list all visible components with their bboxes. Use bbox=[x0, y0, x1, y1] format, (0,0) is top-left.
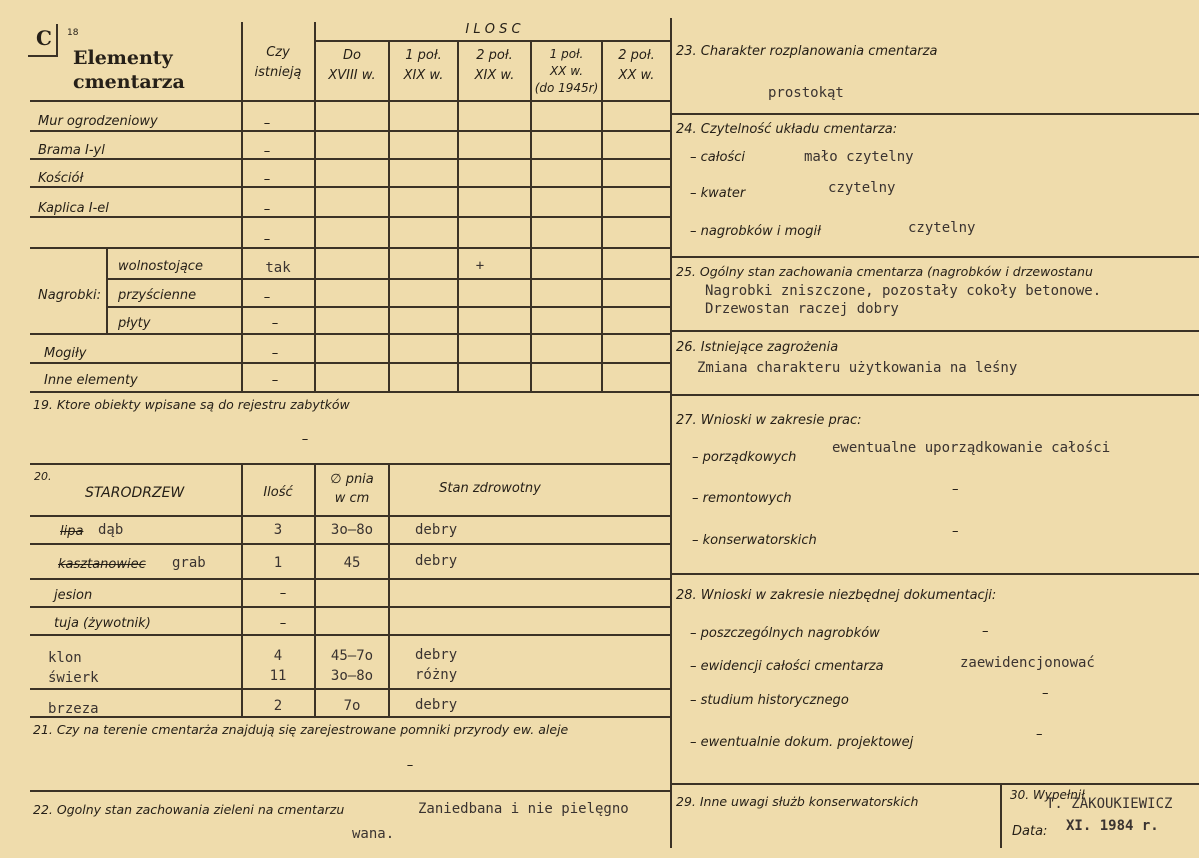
grid-line bbox=[30, 790, 670, 792]
grid-line bbox=[30, 130, 670, 132]
element-exist: – bbox=[263, 144, 271, 159]
grid-line bbox=[670, 113, 1199, 115]
question-23: 23. Charakter rozplanowania cmentarza bbox=[676, 44, 938, 59]
q28-answer: – bbox=[1042, 686, 1049, 701]
title-line1: Elementy bbox=[73, 47, 173, 69]
q28-label: – ewentualnie dokum. projektowej bbox=[690, 735, 914, 750]
element-label: Mogiły bbox=[44, 346, 87, 361]
grid-line bbox=[30, 634, 670, 636]
header-period: 1 poł. XIX w. bbox=[403, 48, 444, 83]
section-letter: C bbox=[36, 26, 52, 50]
header-period: 2 poł. XX w. bbox=[618, 48, 655, 83]
nagrobki-type: płyty bbox=[118, 316, 151, 331]
answer-22-line2: wana. bbox=[352, 826, 395, 842]
q28-label: – ewidencji całości cmentarza bbox=[690, 659, 884, 674]
answer-26: Zmiana charakteru użytkowania na leśny bbox=[697, 360, 1018, 376]
element-label: Brama I-yl bbox=[38, 143, 105, 158]
element-label: Kaplica I-el bbox=[38, 201, 109, 216]
tree-count: 1 bbox=[273, 555, 283, 571]
q24-answer: czytelny bbox=[828, 180, 896, 196]
header-period: 1 poł. XX w. (do 1945r) bbox=[534, 47, 599, 95]
answer-21: – bbox=[406, 758, 414, 773]
section-box-line bbox=[56, 24, 58, 56]
grid-line bbox=[670, 783, 1199, 785]
grid-line bbox=[1000, 783, 1002, 848]
element-exist: – bbox=[271, 373, 279, 388]
tree-count: – bbox=[279, 616, 287, 631]
grid-line bbox=[670, 330, 1199, 332]
grid-line bbox=[30, 333, 670, 335]
header-exist: Czy istnieją bbox=[254, 45, 302, 80]
nagrobki-mark: + bbox=[475, 258, 485, 274]
question-24: 24. Czytelność układu cmentarza: bbox=[676, 122, 898, 137]
element-label: Inne elementy bbox=[44, 373, 138, 388]
answer-25-line2: Drzewostan raczej dobry bbox=[705, 301, 899, 317]
tree-printed-name: jesion bbox=[54, 588, 93, 603]
tree-count: 4 11 bbox=[269, 648, 287, 684]
q24-label: – kwater bbox=[690, 186, 746, 201]
nagrobki-exist: tak bbox=[265, 260, 291, 276]
q24-answer: mało czytelny bbox=[804, 149, 914, 165]
title-line2: cmentarza bbox=[73, 71, 185, 93]
answer-25-line1: Nagrobki zniszczone, pozostały cokoły betonowe. bbox=[705, 283, 1102, 299]
question-19: 19. Ktore obiekty wpisane są do rejestru zabytków bbox=[33, 397, 350, 412]
trees-header-count: Ilość bbox=[263, 485, 293, 500]
grid-line bbox=[314, 40, 670, 42]
question-25: 25. Ogólny stan zachowania cmentarza (nagrobków i drzewostanu bbox=[676, 264, 1093, 279]
q24-label: – nagrobków i mogił bbox=[690, 224, 821, 239]
q27-label: – konserwatorskich bbox=[692, 533, 817, 548]
nagrobki-type: przyścienne bbox=[118, 288, 197, 303]
tree-count: 3 bbox=[273, 522, 283, 538]
header-ilosc: I L O S C bbox=[465, 22, 521, 37]
answer-19: – bbox=[301, 432, 309, 447]
grid-line bbox=[106, 306, 670, 308]
trees-header-name: STARODRZEW bbox=[85, 485, 185, 501]
question-22: 22. Ogolny stan zachowania zieleni na cmentarzu bbox=[33, 802, 345, 817]
tree-diameter: 3o–8o bbox=[330, 522, 374, 538]
answer-23: prostokąt bbox=[768, 85, 844, 101]
grid-line bbox=[30, 247, 670, 249]
tree-printed-name: lipa bbox=[60, 524, 84, 539]
q28-label: – poszczególnych nagrobków bbox=[690, 626, 880, 641]
question-27: 27. Wnioski w zakresie prac: bbox=[676, 413, 862, 428]
nagrobki-label: Nagrobki: bbox=[38, 288, 102, 303]
q28-label: – studium historycznego bbox=[690, 693, 849, 708]
element-exist: – bbox=[263, 202, 271, 217]
question-29: 29. Inne uwagi służb konserwatorskich bbox=[676, 794, 919, 809]
question-28: 28. Wnioski w zakresie niezbędnej dokumentacji: bbox=[676, 588, 997, 603]
grid-line bbox=[30, 716, 670, 718]
tree-count: – bbox=[279, 586, 287, 601]
element-exist: – bbox=[263, 232, 271, 247]
q27-label: – porządkowych bbox=[692, 450, 797, 465]
grid-line bbox=[30, 688, 670, 690]
date-label: Data: bbox=[1012, 824, 1048, 839]
grid-line bbox=[670, 573, 1199, 575]
q28-answer: – bbox=[1036, 727, 1043, 742]
grid-line bbox=[30, 362, 670, 364]
grid-line bbox=[30, 216, 670, 218]
grid-line bbox=[30, 543, 670, 545]
date-value: XI. 1984 r. bbox=[1066, 818, 1159, 834]
tree-count: 2 bbox=[273, 698, 283, 714]
tree-typed-name: klon świerk bbox=[48, 650, 99, 686]
answer-22-line1: Zaniedbana i nie pielęgno bbox=[418, 801, 629, 817]
header-period: Do XVIII w. bbox=[328, 48, 376, 83]
grid-line bbox=[30, 578, 670, 580]
element-label: Mur ogrodzeniowy bbox=[38, 114, 158, 129]
q24-label: – całości bbox=[690, 150, 745, 165]
q28-answer: – bbox=[982, 624, 989, 639]
tree-state: debry bbox=[415, 522, 458, 538]
tree-typed-name: grab bbox=[172, 555, 206, 571]
section-box-line bbox=[28, 55, 58, 57]
trees-header-state: Stan zdrowotny bbox=[439, 481, 541, 496]
q27-answer: – bbox=[952, 482, 959, 497]
tree-state: debry bbox=[415, 553, 458, 569]
tree-typed-name: dąb bbox=[98, 522, 124, 538]
q27-label: – remontowych bbox=[692, 491, 792, 506]
q24-answer: czytelny bbox=[908, 220, 976, 236]
q27-answer: ewentualne uporządkowanie całości bbox=[832, 440, 1111, 456]
grid-line bbox=[670, 256, 1199, 258]
grid-line bbox=[30, 463, 670, 465]
nagrobki-exist: – bbox=[271, 316, 279, 331]
trees-number: 20. bbox=[34, 470, 52, 483]
tree-diameter: 45–7o 3o–8o bbox=[330, 648, 374, 684]
grid-line bbox=[670, 394, 1199, 396]
grid-line bbox=[106, 278, 670, 280]
trees-header-diameter: ∅ pnia w cm bbox=[330, 472, 374, 506]
grid-line bbox=[106, 248, 108, 334]
nagrobki-exist: – bbox=[263, 290, 271, 305]
tree-printed-name: kasztanowiec bbox=[58, 557, 146, 572]
element-exist: – bbox=[263, 172, 271, 187]
grid-line bbox=[30, 100, 670, 102]
tree-state: debry bbox=[415, 697, 458, 713]
question-26: 26. Istniejące zagrożenia bbox=[676, 340, 839, 355]
grid-line bbox=[30, 515, 670, 517]
question-30: 30. Wypełnił bbox=[1010, 788, 1085, 802]
filled-by-name: T. ZAKOUKIEWICZ bbox=[1046, 796, 1173, 812]
center-divider bbox=[670, 18, 672, 848]
nagrobki-type: wolnostojące bbox=[118, 259, 203, 274]
grid-line bbox=[30, 158, 670, 160]
grid-line bbox=[30, 186, 670, 188]
tree-diameter: 7o bbox=[343, 698, 361, 714]
q27-answer: – bbox=[952, 524, 959, 539]
tree-typed-name: brzeza bbox=[48, 701, 99, 717]
grid-line bbox=[30, 391, 670, 393]
section-number: 18 bbox=[67, 28, 79, 38]
tree-printed-name: tuja (żywotnik) bbox=[54, 616, 151, 631]
grid-line bbox=[388, 463, 390, 717]
question-21: 21. Czy na terenie cmentarża znajdują się zarejestrowane pomniki przyrody ew. aleje bbox=[33, 722, 569, 737]
tree-diameter: 45 bbox=[343, 555, 361, 571]
element-exist: – bbox=[263, 116, 271, 131]
header-period: 2 poł. XIX w. bbox=[474, 48, 515, 83]
tree-state: debry różny bbox=[415, 647, 458, 683]
q28-answer: zaewidencjonować bbox=[960, 655, 1095, 671]
element-label: Kościół bbox=[38, 171, 84, 186]
element-exist: – bbox=[271, 346, 279, 361]
grid-line bbox=[30, 606, 670, 608]
